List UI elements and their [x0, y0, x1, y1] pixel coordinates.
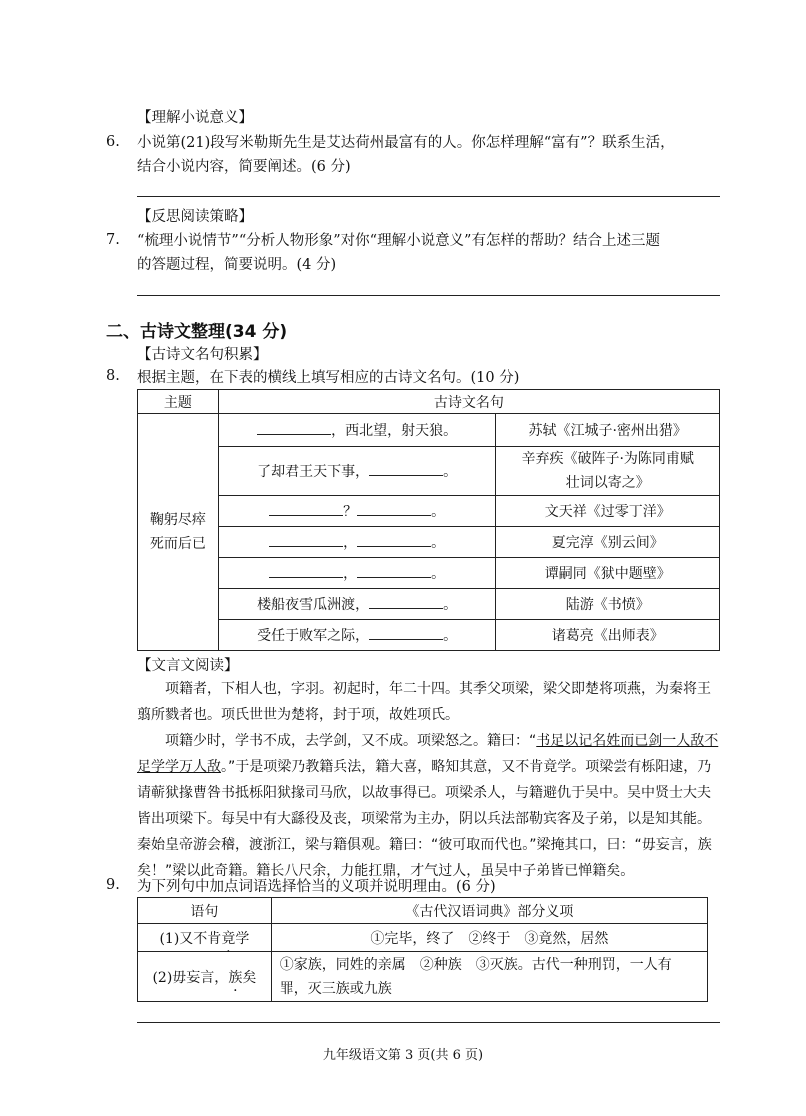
section-heading-understand: 【理解小说意义】	[137, 110, 253, 126]
q8-row5-verse	[218, 558, 496, 589]
q7-text	[137, 229, 723, 277]
q9-row1-sentence	[138, 924, 272, 952]
q8-theme-line1: 鞠躬尽瘁	[149, 512, 206, 528]
q8-row1-source: 苏轼《江城子·密州出猎》	[496, 414, 720, 447]
q6-line2: 结合小说内容，简要阐述。(6 分)	[137, 159, 351, 175]
q9-row2-text: (2)毋妄言，	[152, 969, 229, 986]
passage-paragraph-2	[137, 728, 723, 884]
q8-row3-source: 文天祥《过零丁洋》	[496, 496, 720, 527]
q8-row5-end: 。	[431, 566, 446, 582]
q8-row2-blank[interactable]	[369, 461, 443, 476]
q6-answer-line[interactable]	[137, 196, 720, 197]
q6-line1: 小说第(21)段写米勒斯先生是艾达荷州最富有的人。你怎样理解“富有”？联系生活，	[137, 135, 675, 151]
q8-row6-text: 楼船夜雪瓜洲渡，	[257, 597, 370, 613]
q8-row6-verse	[218, 589, 496, 620]
q8-row7-verse	[218, 620, 496, 651]
q8-row1-text: ，西北望，射天狼。	[331, 423, 458, 439]
q8-row2-source	[496, 447, 720, 496]
q8-theme-cell	[138, 414, 219, 651]
q9-row1-dotted-word: 竟	[221, 930, 236, 947]
q8-row1-verse	[218, 414, 496, 447]
q8-row7-blank[interactable]	[369, 625, 443, 640]
q9-number: 9.	[106, 877, 120, 893]
q8-row1-blank[interactable]	[257, 420, 331, 435]
q8-row6-blank[interactable]	[369, 594, 443, 609]
q6-text	[137, 131, 723, 179]
q8-row4-verse	[218, 527, 496, 558]
q8-text: 根据主题，在下表的横线上填写相应的古诗文名句。(10 分)	[137, 370, 520, 386]
q8-row3-blank2[interactable]	[357, 501, 431, 516]
q8-row3-mid: ？	[343, 504, 358, 520]
q7-line1: “梳理小说情节”“分析人物形象”对你“理解小说意义”有怎样的帮助？结合上述三题	[137, 233, 660, 249]
passage-paragraph-1: 项籍者，下相人也，字羽。初起时，年二十四。其季父项梁，梁父即楚将项燕，为秦将王翦所戮者也。项氏世世为楚将，封于项，故姓项氏。	[137, 681, 711, 723]
q7-number: 7.	[106, 232, 120, 248]
section-heading-famous: 【古诗文名句积累】	[137, 347, 268, 363]
q8-row7-text: 受任于败军之际，	[257, 628, 370, 644]
q9-table	[137, 897, 708, 1002]
q8-row4-mid: ，	[343, 535, 358, 551]
q8-table	[137, 389, 720, 651]
q8-row2-source-line2: 壮词以寄之》	[565, 475, 650, 491]
q7-line2: 的答题过程，简要说明。(4 分)	[137, 257, 337, 273]
section-heading-reflect: 【反思阅读策略】	[137, 209, 253, 225]
q8-number: 8.	[106, 368, 120, 384]
q8-row6-source: 陆游《书愤》	[496, 589, 720, 620]
part2-title: 二、古诗文整理(34 分)	[106, 322, 288, 342]
q9-row2-dotted-word: 族	[228, 969, 243, 986]
classical-passage	[137, 676, 723, 884]
q8-row4-blank2[interactable]	[357, 532, 431, 547]
q8-row5-blank2[interactable]	[357, 563, 431, 578]
q8-row4-blank1[interactable]	[269, 532, 343, 547]
q9-row2-end: 矣	[242, 969, 257, 986]
q8-row3-verse	[218, 496, 496, 527]
q9-row2-def-line2: 罪，灭三族或九族	[279, 980, 392, 997]
q8-row4-end: 。	[431, 535, 446, 551]
q8-row3-blank1[interactable]	[269, 501, 343, 516]
q9-header-sentence: 语句	[138, 898, 272, 924]
q8-row7-source: 诸葛亮《出师表》	[496, 620, 720, 651]
q8-row2-text: 了却君王天下事，	[257, 464, 370, 480]
q8-row5-source: 谭嗣同《狱中题壁》	[496, 558, 720, 589]
q8-header-poem: 古诗文名句	[218, 390, 719, 414]
q6-number: 6.	[106, 134, 120, 150]
section-heading-classical: 【文言文阅读】	[137, 658, 239, 674]
passage-p2-rest: 。”于是项梁乃教籍兵法，籍大喜，略知其意，又不肯竟学。项梁尝有栎阳逮，乃请蕲狱掾曹咎书抵栎阳狱掾司马欣，以故事得已。项梁杀人，与籍避仇于吴中。吴中贤士大夫皆出项梁下。每吴中有大繇役及丧，项梁常为主办，阴以兵法部勒宾客及子弟，以是知其能。秦始皇帝游会稽，渡浙江，梁与籍俱观。籍曰：“彼可取而代也。”梁掩其口，曰：“毋妄言，族矣！”梁以此奇籍。籍长八尺余，力能扛鼎，才气过人，虽吴中子弟皆已惮籍矣。	[137, 759, 712, 879]
q9-row2-definitions	[271, 952, 707, 1002]
q8-row2-end: 。	[443, 464, 458, 480]
q9-text: 为下列句中加点词语选择恰当的义项并说明理由。(6 分)	[137, 879, 496, 895]
q8-row2-source-line1: 辛弃疾《破阵子·为陈同甫赋	[521, 451, 694, 467]
q8-theme-line2: 死而后已	[149, 536, 206, 552]
passage-p2-start: 项籍少时，学书不成，去学剑，又不成。项梁怒之。籍曰：“	[165, 733, 537, 749]
q8-header-theme: 主题	[138, 390, 219, 414]
q9-row1-text: (1)又不肯	[159, 930, 222, 947]
q8-row7-end: 。	[443, 628, 458, 644]
q7-answer-line[interactable]	[137, 295, 720, 296]
page-footer: 九年级语文第 3 页(共 6 页)	[322, 1048, 484, 1063]
q9-row1-definitions: ①完毕，终了 ②终于 ③竟然，居然	[271, 924, 707, 952]
q8-row2-verse	[218, 447, 496, 496]
q9-header-definitions: 《古代汉语词典》部分义项	[271, 898, 707, 924]
q8-row5-mid: ，	[343, 566, 358, 582]
q8-row6-end: 。	[443, 597, 458, 613]
q8-row3-end: 。	[431, 504, 446, 520]
footer-rule	[137, 1022, 720, 1023]
q9-row2-sentence	[138, 952, 272, 1002]
q8-row4-source: 夏完淳《别云间》	[496, 527, 720, 558]
q9-row2-def-line1: ①家族，同姓的亲属 ②种族 ③灭族。古代一种刑罚，一人有	[279, 956, 672, 973]
q8-row5-blank1[interactable]	[269, 563, 343, 578]
q9-row1-end: 学	[235, 930, 250, 947]
passage-underlined-sentence: 书足以记名姓而已剑一人敌不足学学万人敌	[137, 733, 719, 775]
